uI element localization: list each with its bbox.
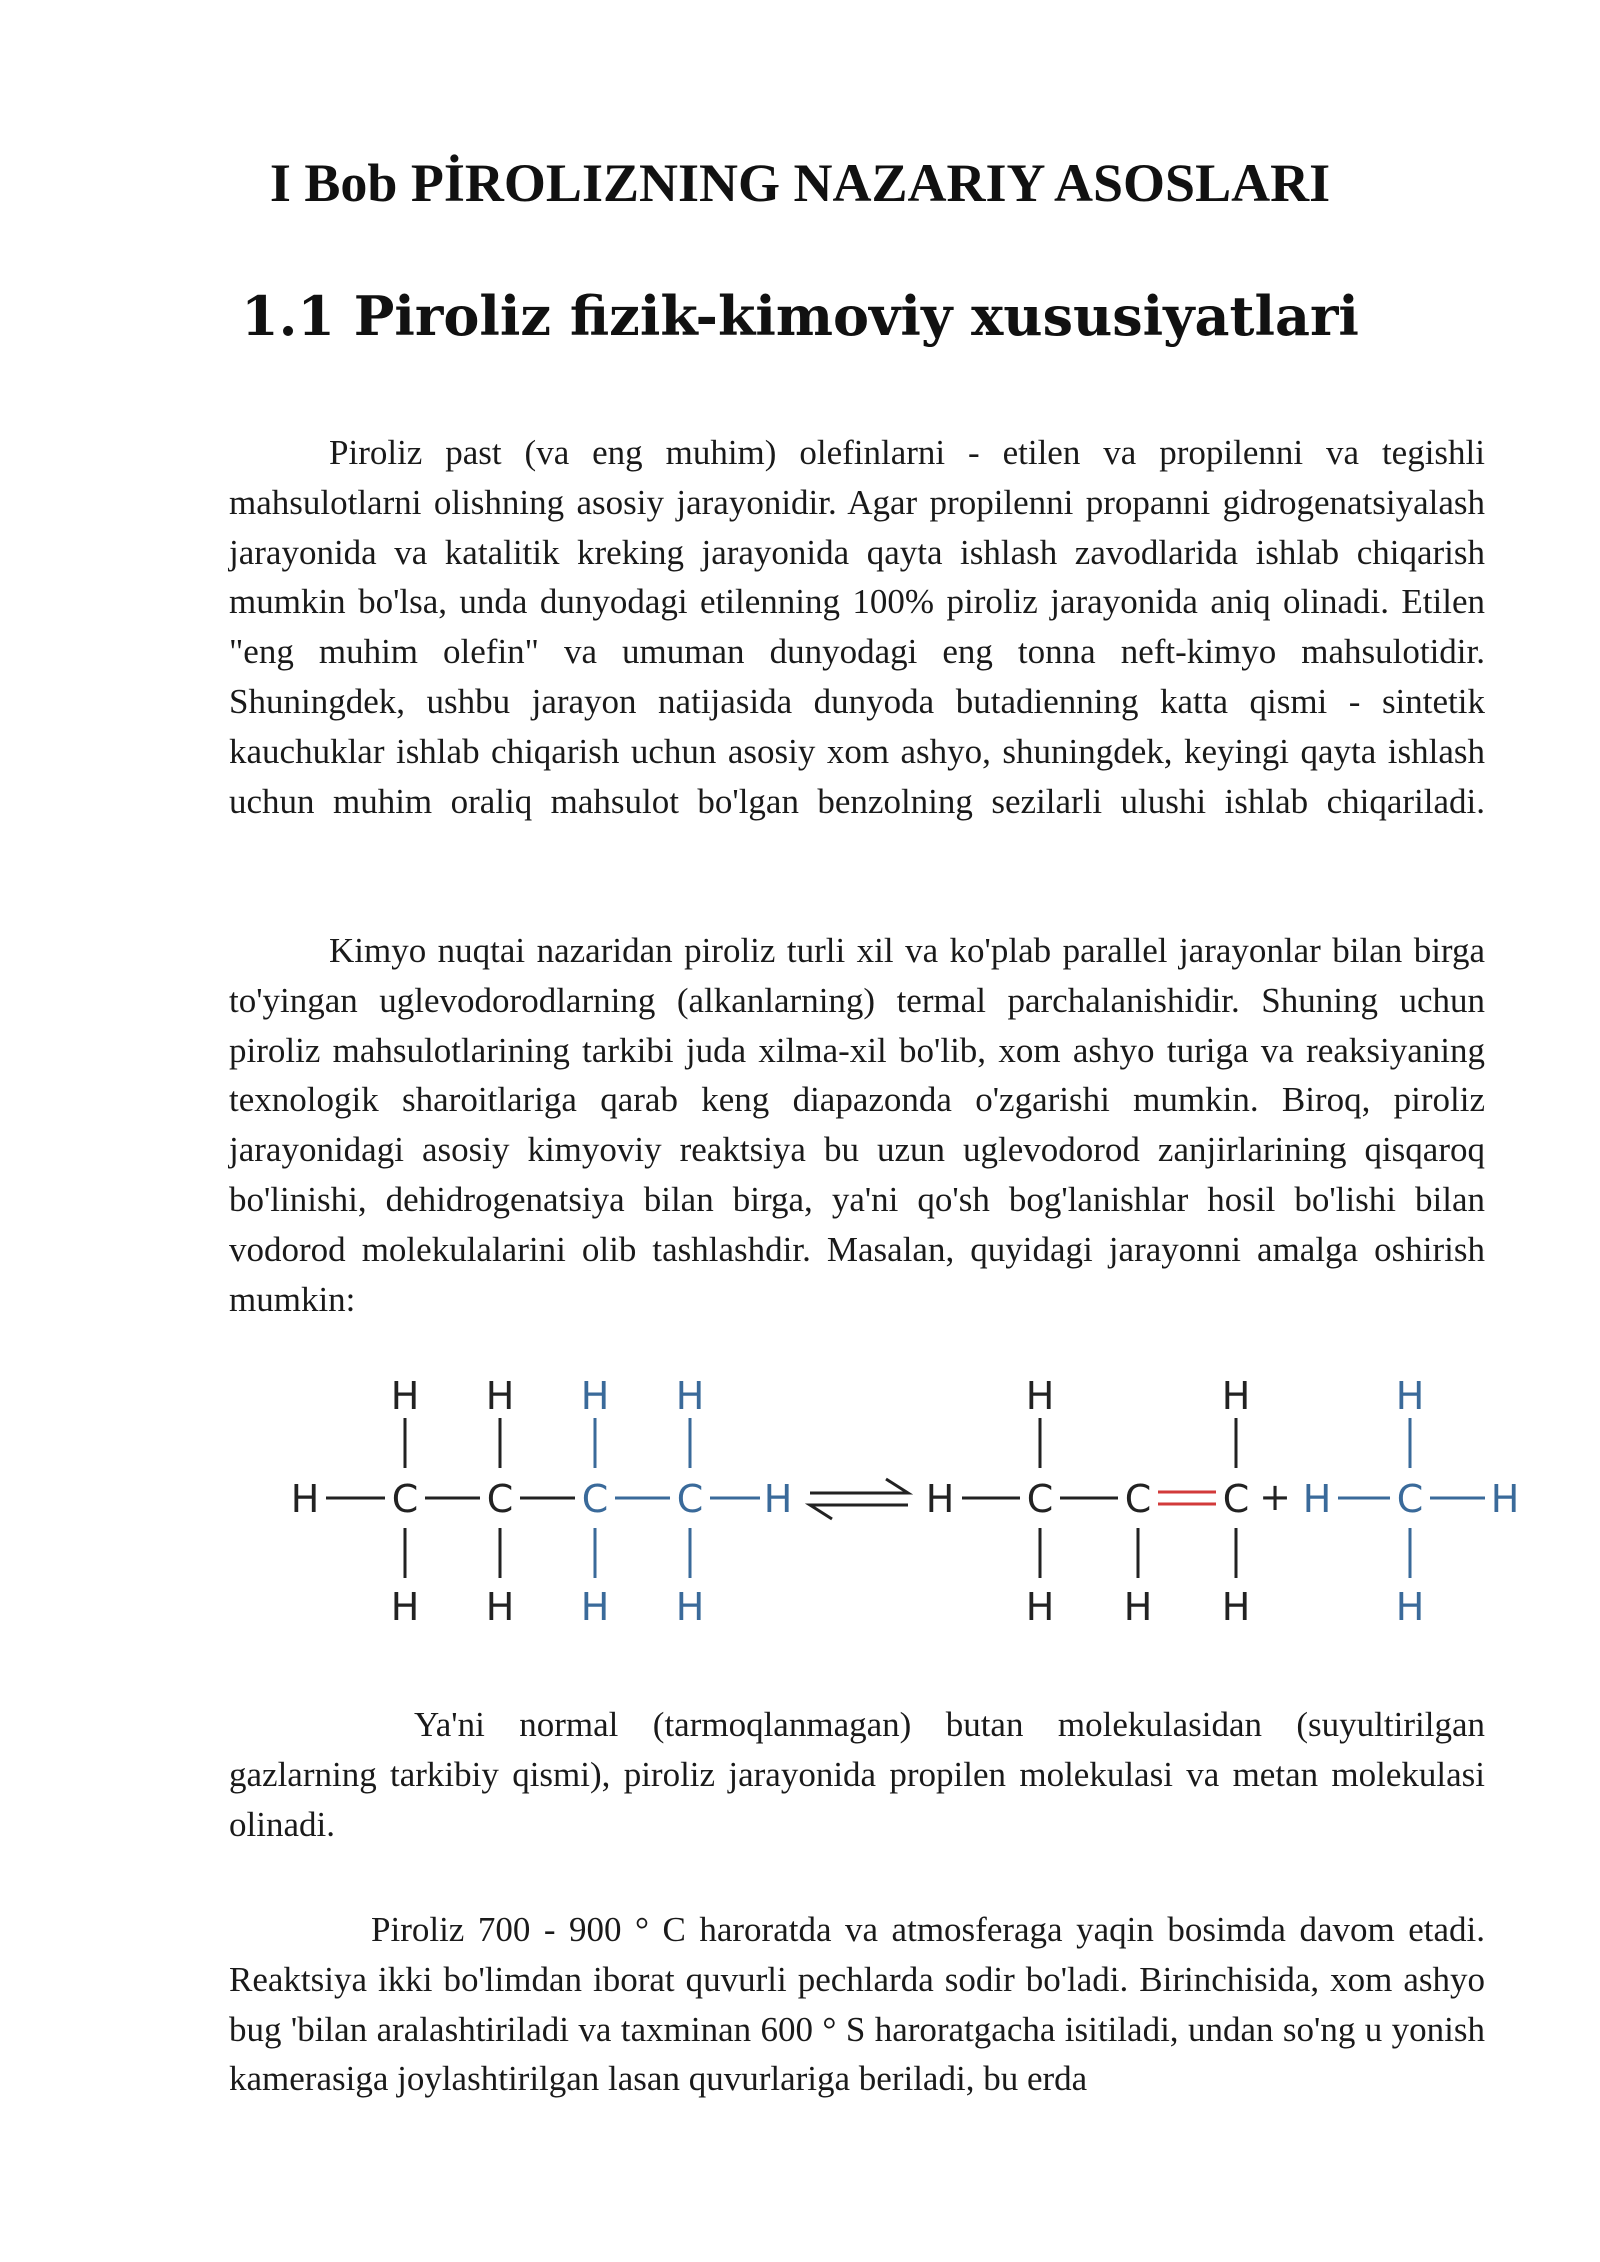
equilibrium-arrow xyxy=(810,1479,908,1519)
methane-c: C xyxy=(1396,1477,1424,1521)
chapter-title: I Bob PİROLIZNING NAZARIY ASOSLARI xyxy=(269,153,1331,213)
butane-h-top-1: H xyxy=(390,1374,420,1418)
methane-h-right: H xyxy=(1490,1477,1520,1521)
methane-h-top: H xyxy=(1395,1374,1425,1418)
propylene-c2: C xyxy=(1124,1477,1152,1521)
section-title: 1.1 Piroliz fizik-kimoviy xususiyatlari xyxy=(241,284,1359,348)
plus-sign: + xyxy=(1259,1475,1291,1519)
butane-h-bottom-2: H xyxy=(485,1585,515,1629)
propylene-h-left: H xyxy=(925,1477,955,1521)
propylene-h-bottom-1: H xyxy=(1025,1585,1055,1629)
butane-h-top-3: H xyxy=(580,1374,610,1418)
butane-c1: C xyxy=(391,1477,419,1521)
propylene-h-bottom-2: H xyxy=(1123,1585,1153,1629)
butane-c4: C xyxy=(676,1477,704,1521)
paragraph-1: Piroliz past (va eng muhim) olefinlarni - etilen va propilenni va tegishli mahsulotlarni olishning asosiy jarayonidir. Agar propilenni propanni gidrogenatsiyalash jarayonida va katalitik kreking jarayonida qayta ishlash zavodlarida ishlab chiqarish mumkin bo'lsa, unda dunyodagi etilenning 100% piroliz jarayonida aniq olinadi. Etilen "eng muhim olefin" va umuman dunyodagi eng tonna neft-kimyo mahsulotidir. Shuningdek, ushbu jarayon natijasida dunyoda butadienning katta qismi - sintetik kauchuklar ishlab chiqarish uchun asosiy xom ashyo, shuningdek, keyingi qayta ishlash uchun muhim oraliq mahsulot bo'lgan benzolning sezilarli ulushi ishlab chiqariladi. xyxy=(229,433,1485,821)
propylene-h-bottom-3: H xyxy=(1221,1585,1251,1629)
propylene-h-top-1: H xyxy=(1025,1374,1055,1418)
reaction-diagram xyxy=(280,1365,1540,1645)
butane-c3: C xyxy=(581,1477,609,1521)
butane-h-top-4: H xyxy=(675,1374,705,1418)
paragraph-4: Piroliz 700 - 900 ° C haroratda va atmosferaga yaqin bosimda davom etadi. Reaktsiya ikki bo'limdan iborat quvurli pechlarda sodir bo'ladi. Birinchisida, xom ashyo bug 'bilan aralashtiriladi va taxminan 600 ° S haroratgacha isitiladi, undan so'ng u yonish kamerasiga joylashtirilgan lasan quvurlariga beriladi, bu erda xyxy=(229,1910,1485,2099)
propylene-h-top-3: H xyxy=(1221,1374,1251,1418)
propylene-c1: C xyxy=(1026,1477,1054,1521)
butane-c2: C xyxy=(486,1477,514,1521)
butane-h-bottom-3: H xyxy=(580,1585,610,1629)
butane-h-top-2: H xyxy=(485,1374,515,1418)
butane-h-right: H xyxy=(763,1477,793,1521)
methane-h-bottom: H xyxy=(1395,1585,1425,1629)
methane-h-left: H xyxy=(1302,1477,1332,1521)
butane-h-bottom-4: H xyxy=(675,1585,705,1629)
butane-h-left: H xyxy=(290,1477,320,1521)
paragraph-3: Ya'ni normal (tarmoqlanmagan) butan molekulasidan (suyultirilgan gazlarning tarkibiy qismi), piroliz jarayonida propilen molekulasi va metan molekulasi olinadi. xyxy=(229,1705,1485,1844)
propylene-c3: C xyxy=(1222,1477,1250,1521)
butane-h-bottom-1: H xyxy=(390,1585,420,1629)
reaction-atoms xyxy=(291,1374,1520,1629)
paragraph-2: Kimyo nuqtai nazaridan piroliz turli xil va ko'plab parallel jarayonlar bilan birga to'yingan uglevodorodlarning (alkanlarning) termal parchalanishidir. Shuning uchun piroliz mahsulotlarining tarkibi juda xilma-xil bo'lib, xom ashyo turiga va reaksiyaning texnologik sharoitlariga qarab keng diapazonda o'zgarishi mumkin. Biroq, piroliz jarayonidagi asosiy kimyoviy reaktsiya bu uzun uglevodorod zanjirlarining qisqaroq bo'linishi, dehidrogenatsiya bilan birga, ya'ni qo'sh bog'lanishlar hosil bo'lishi bilan vodorod molekulalarini olib tashlashdir. Masalan, quyidagi jarayonni amalga oshirish mumkin: xyxy=(229,931,1485,1319)
